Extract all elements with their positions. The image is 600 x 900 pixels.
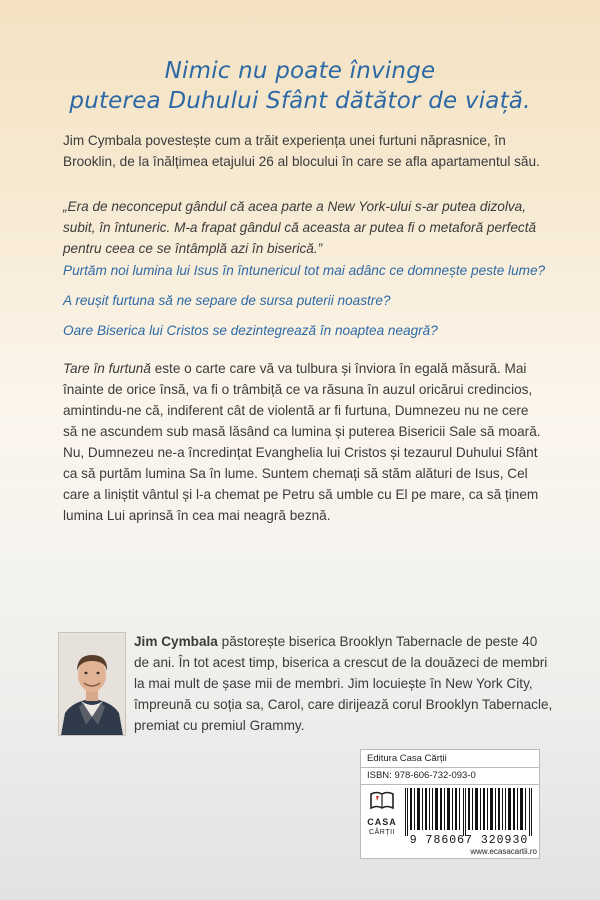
- publisher-website: www.ecasacartii.ro: [470, 847, 537, 856]
- question-2: A reușit furtuna să ne separe de sursa puterii noastre?: [63, 293, 391, 308]
- headline-line-2: puterea Duhului Sfânt dătător de viață.: [69, 88, 531, 114]
- intro-paragraph: Jim Cymbala povestește cum a trăit experiența unei furtuni năprasnice, în Brooklin, de la înălțimea etajului 26 al blocului în care se afla apartamentul său.: [63, 133, 540, 169]
- headline: [0, 56, 600, 116]
- author-bio-text: păstorește biserica Brooklyn Tabernacle de peste 40 de ani. În tot acest timp, biserica a crescut de la douăzeci de membri la mai mult de șase mii de membri. Jim locuiește în New York City, împreună cu soția sa, Carol, care dirijează corul Brooklyn Tabernacle, premiat cu premiul Grammy.: [134, 634, 553, 733]
- publisher-name: Editura Casa Cărții: [367, 753, 447, 764]
- logo-text-casa: CASA: [367, 817, 397, 827]
- questions-block: [63, 260, 553, 350]
- isbn-text: ISBN: 978-606-732-093-0: [367, 770, 476, 781]
- description-paragraph: [63, 358, 543, 526]
- headline-line-1: Nimic nu poate învinge: [164, 58, 436, 84]
- book-logo-icon: [367, 790, 397, 812]
- divider: [361, 767, 539, 768]
- divider: [361, 784, 539, 785]
- description-text: este o carte care vă va tulbura și înviora în egală măsură. Mai înainte de orice însă, va fi o trâmbiță ce va răsuna în auzul oricărui credincios, amintindu-ne că, indiferent cât de violentă ar fi furtuna, Dumnezeu nu ne cere să ne ascundem sub masă lăsând ca lumina și puterea Bisericii Sale să moară. Nu, Dumnezeu ne-a încredințat Evanghelia lui Cristos și tezaurul Duhului Sfânt ca să purtăm lumina Sa în lume. Suntem chemați să stăm alături de Isus, Cel care a liniștit vântul și l-a chemat pe Petru să umble cu El pe mare, ca să ținem lumina Lui aprinsă în cea mai neagră beznă.: [63, 361, 541, 523]
- author-quote: „Era de neconceput gândul că acea parte a New York-ului s-ar putea dizolva, subit, în întuneric. M-a frapat gândul că aceasta ar putea fi o metaforă perfectă pentru ceea ce se întâmplă azi în biserică.”: [63, 199, 537, 256]
- barcode-box: [360, 749, 540, 859]
- author-bio: [134, 631, 554, 736]
- logo-text-cartii: CĂRȚII: [369, 829, 395, 836]
- barcode-number: 9 786067 320930: [409, 834, 529, 847]
- publisher-logo: [367, 790, 397, 842]
- author-name: Jim Cymbala: [134, 634, 218, 649]
- barcode: [403, 788, 535, 836]
- author-photo: [58, 632, 126, 736]
- book-title-italic: Tare în furtună: [63, 361, 151, 376]
- author-portrait-image: [59, 633, 125, 735]
- question-1: Purtăm noi lumina lui Isus în întunericul tot mai adânc ce domnește peste lume?: [63, 263, 546, 278]
- question-3: Oare Biserica lui Cristos se dezintegrează în noaptea neagră?: [63, 323, 438, 338]
